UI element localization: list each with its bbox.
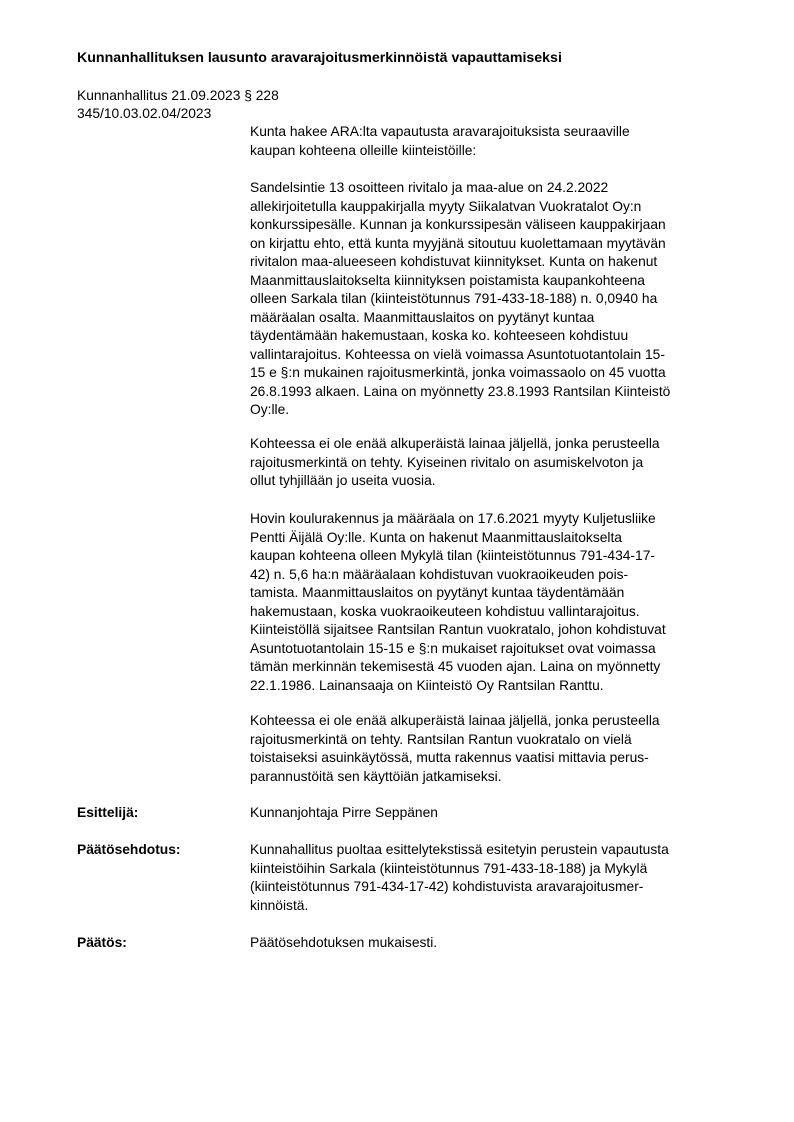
paragraph-line: Oy:lle. [250, 402, 290, 417]
paragraph-line: tamista. Maanmittauslaitos on pyytänyt kuntaa täydentämään [250, 585, 625, 600]
paragraph-line: Maanmittauslaitokselta kiinnityksen poistamista kaupankohteena [250, 272, 645, 288]
proposal-line: Kunnahallitus puoltaa esittelytekstissä esitetyin perustein vapautusta [250, 842, 669, 857]
paragraph-line: rivitalon maa-alueeseen kohdistuvat kiinnitykset. Kunta on hakenut [250, 254, 658, 269]
meeting-reference: Kunnanhallitus 21.09.2023 § 228 [77, 88, 279, 103]
paragraph-line: Kiinteistöllä sijaitsee Rantsilan Rantun vuokratalo, johon kohdistuvat [250, 622, 666, 637]
paragraph-line: 22.1.1986. Lainansaaja on Kiinteistö Oy Rantsilan Ranttu. [250, 677, 604, 693]
decision-label: Päätös: [77, 935, 127, 950]
paragraph-line: vallintarajoitus. Kohteessa on vielä voimassa Asuntotuotantolain 15- [250, 346, 665, 362]
presenter-value [250, 804, 744, 823]
paragraph-line: 15 e §:n mukainen rajoitusmerkintä, jonka voimassaolo on 45 vuotta [250, 365, 666, 380]
paragraph-line: täydentämään hakemustaan, koska ko. kohteeseen kohdistuu [250, 328, 629, 343]
paragraph-line: konkurssipesälle. Kunnan ja konkurssipesän väliseen kauppakirjaan [250, 217, 666, 232]
decision-text: Päätösehdotuksen mukaisesti. [250, 935, 438, 950]
paragraph-line: 42) n. 5,6 ha:n määräalaan kohdistuvan vuokraoikeuden pois- [250, 566, 629, 582]
paragraph-line: hakemustaan, koska vuokraoikeuteen kohdistuu vallintarajoitus. [250, 603, 640, 619]
paragraph-line: toistaiseksi asuinkäytössä, mutta rakennus vaatisi mittavia perus- [250, 750, 649, 765]
paragraph-line: määräalan osalta. Maanmittauslaitos on pyytänyt kuntaa [250, 309, 595, 325]
body-paragraph [250, 712, 744, 786]
body-paragraph [250, 435, 744, 491]
presenter-name: Kunnanjohtaja Pirre Seppänen [250, 805, 438, 820]
paragraph-line: 26.8.1993 alkaen. Laina on myönnetty 23.8.1993 Rantsilan Kiinteistö [250, 383, 671, 399]
paragraph-line: Asuntotuotantolain 15-15 e §:n mukaiset rajoitukset ovat voimassa [250, 640, 656, 656]
paragraph-line: rajoitusmerkintä on tehty. Kyiseinen rivitalo on asumiskelvoton ja [250, 454, 644, 470]
proposal-line: kinnöistä. [250, 897, 309, 913]
paragraph-line: kaupan kohteena olleille kiinteistöille: [250, 142, 477, 158]
decision-value [250, 934, 744, 953]
paragraph-line: allekirjoitetulla kauppakirjalla myyty Siikalatvan Vuokratalot Oy:n [250, 198, 642, 214]
paragraph-line: Kohteessa ei ole enää alkuperäistä lainaa jäljellä, jonka perusteella [250, 436, 660, 451]
paragraph-line: Kohteessa ei ole enää alkuperäistä lainaa jäljellä, jonka perusteella [250, 713, 660, 728]
proposal-label: Päätösehdotus: [77, 842, 181, 857]
document-title: Kunnanhallituksen lausunto aravarajoitusmerkinnöistä vapauttamiseksi [77, 50, 562, 66]
presenter-label: Esittelijä: [77, 805, 139, 820]
diary-number: 345/10.03.02.04/2023 [77, 106, 212, 121]
body-paragraph [250, 123, 744, 160]
paragraph-line: Hovin koulurakennus ja määräala on 17.6.2021 myyty Kuljetusliike [250, 511, 656, 526]
paragraph-line: tämän merkinnän tekemisestä 45 vuoden ajan. Laina on myönnetty [250, 659, 661, 674]
paragraph-line: ollut tyhjillään jo useita vuosia. [250, 473, 436, 488]
proposal-line: (kiinteistötunnus 791-434-17-42) kohdistuvista aravarajoitusmer- [250, 879, 644, 894]
paragraph-line: rajoitusmerkintä on tehty. Rantsilan Rantun vuokratalo on vielä [250, 731, 632, 747]
paragraph-line: Pentti Äijälä Oy:lle. Kunta on hakenut Maanmittauslaitokselta [250, 529, 622, 545]
proposal-text [250, 841, 744, 915]
paragraph-line: kaupan kohteena olleen Mykylä tilan (kiinteistötunnus 791-434-17- [250, 548, 655, 563]
paragraph-line: olleen Sarkala tilan (kiinteistötunnus 791-433-18-188) n. 0,0940 ha [250, 291, 658, 306]
paragraph-line: Kunta hakee ARA:lta vapautusta aravarajoituksista seuraaville [250, 124, 630, 139]
body-paragraph [250, 179, 744, 420]
body-paragraph [250, 510, 744, 695]
paragraph-line: Sandelsintie 13 osoitteen rivitalo ja maa-alue on 24.2.2022 [250, 180, 609, 195]
paragraph-line: on kirjattu ehto, että kunta myyjänä sitoutuu kuolettamaan myytävän [250, 235, 666, 251]
paragraph-line: parannustöitä sen käyttöiän jatkamiseksi. [250, 768, 502, 784]
proposal-line: kiinteistöihin Sarkala (kiinteistötunnus 791-433-18-188) ja Mykylä [250, 860, 648, 876]
